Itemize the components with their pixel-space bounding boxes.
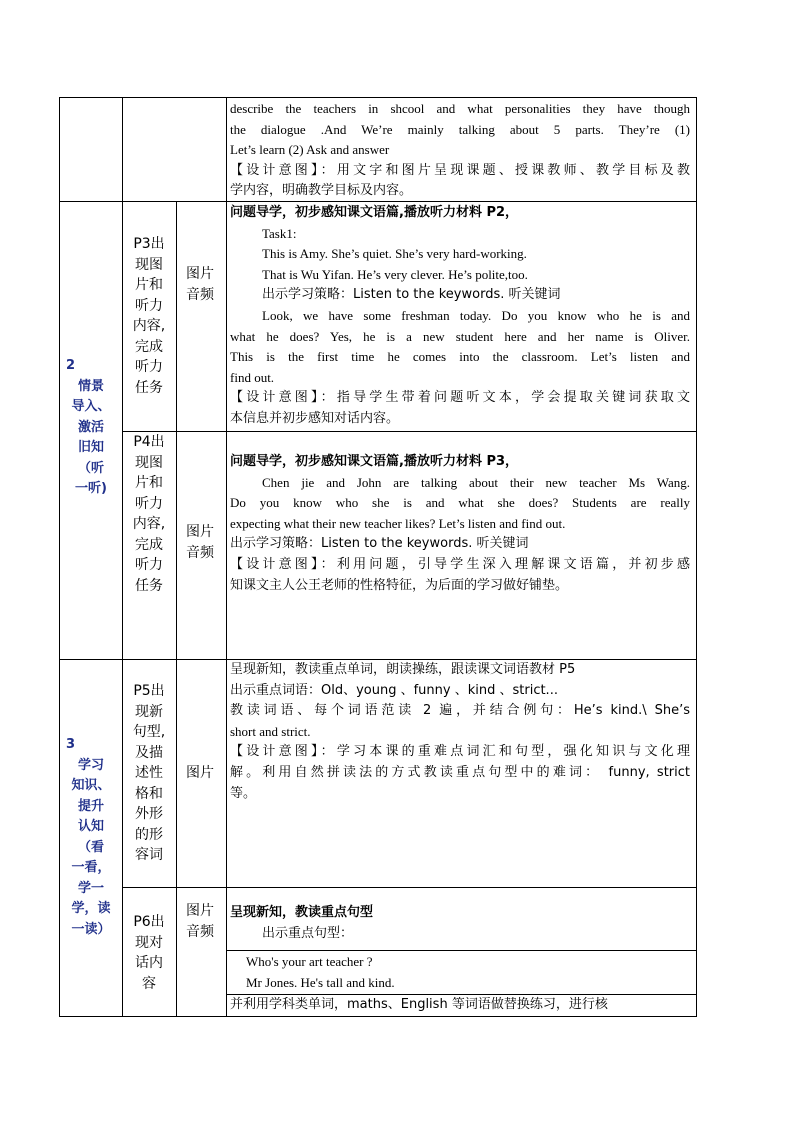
p3-content: [230, 203, 690, 430]
p4-design-intent-cont: 知课文主人公王老师的性格特征，为后面的学习做好铺垫。: [230, 577, 569, 593]
p4-step-line: 完成: [135, 536, 163, 553]
stage-3-title-line: 学一: [77, 880, 104, 896]
p3-line: Look, we have some freshman today. Do you know who he is and: [262, 307, 690, 323]
p6-step-line: 现对: [135, 934, 163, 951]
p5-content: [230, 660, 690, 804]
stage-3-title-line: 认知: [77, 819, 104, 834]
p4-media-line: 音频: [186, 545, 214, 561]
row1-design-intent: 【设计意图】：用文字和图片呈现课题、授课教师、教学目标及教: [230, 162, 690, 178]
table-top-border: [59, 97, 697, 98]
stage-2-title-line: 导入、: [71, 399, 111, 414]
p3-step-line: 内容,: [132, 318, 166, 334]
p6-answer: Mr Jones. He's tall and kind.: [246, 974, 395, 990]
p3-line: This is Amy. She’s quiet. She’s very hard-working.: [262, 246, 527, 262]
p3-line: what he does? Yes, he is a new student here and her name is Oliver.: [230, 328, 690, 344]
row-divider-2: [122, 431, 697, 432]
row-divider-4: [122, 887, 697, 888]
p3-line: That is Wu Yifan. He’s very clever. He’s polite,too.: [262, 266, 528, 282]
col-divider-2: [176, 201, 177, 1017]
p3-line: This is the first time he comes into the classroom. Let’s listen and: [230, 349, 690, 365]
p6-question: Who's your art teacher ?: [246, 954, 373, 969]
p5-step-line: P5出: [133, 683, 165, 699]
p4-step-line: 片和: [135, 475, 163, 491]
p3-step-line: 片和: [135, 277, 163, 293]
p5-step-line: 的形: [135, 826, 163, 843]
p4-step-label: [123, 432, 175, 596]
p4-heading: 问题导学，初步感知课文语篇,播放听力材料 P3，: [230, 454, 519, 469]
p5-step-line: 外形: [135, 806, 163, 822]
stage-3-title-line: 一看，: [71, 860, 111, 875]
row1-line-1: describe the teachers in shcool and what personalities they have though: [230, 101, 690, 116]
row1-line-2: the dialogue .And We’re mainly talking about 5 parts. They’re (1): [230, 121, 690, 137]
p3-media-line: 图片: [186, 266, 214, 282]
p4-design-intent: 【设计意图】：利用问题，引导学生深入理解课文语篇，并初步感: [230, 556, 690, 572]
p6-step-line: P6出: [133, 914, 165, 930]
p5-design-intent-end: 等。: [230, 785, 257, 801]
p6-key-sentences-label: 出示重点句型：: [262, 925, 354, 941]
p6-media-line: 音频: [186, 924, 214, 940]
p4-step-line: P4出: [133, 434, 165, 450]
p3-design-intent-cont: 本信息并初步感知对话内容。: [230, 410, 400, 426]
p6-practice: [230, 995, 690, 1016]
stage-2-title-line: 一听): [75, 481, 107, 496]
p5-heading: 呈现新知，教读重点单词，朗读操练，跟读课文词语教材 P5: [230, 662, 576, 677]
stage-3-title-line: 知识、: [71, 778, 111, 793]
stage-2-title-line: 情景: [77, 378, 104, 394]
p4-content: [230, 452, 690, 596]
p4-line: Chen jie and John are talking about their new teacher Ms Wang.: [262, 474, 690, 490]
p5-step-line: 句型,: [132, 724, 166, 740]
stage-3-title-line: 一读）: [71, 921, 111, 937]
p3-media-line: 音频: [186, 287, 214, 303]
row1-line-3: Let’s learn (2) Ask and answer: [230, 142, 390, 158]
p6-step-line: 容: [142, 975, 156, 992]
stage-2-title-line: 激活: [77, 419, 104, 435]
p3-step-label: [123, 234, 175, 398]
p4-step-line: 听力: [135, 495, 163, 512]
p5-step-line: 现新: [135, 703, 163, 720]
p5-line: 教读词语、每个词语范读 2 遍，并结合例句：He’s kind.\ She’s: [230, 703, 690, 719]
stage-2-title-line: （听: [77, 460, 104, 476]
stage-3-title-line: 学习: [77, 757, 104, 773]
p6-practice-line: 并利用学科类单词，maths、English 等词语做替换练习，进行核: [230, 997, 608, 1012]
stage-2-title-line: 旧知: [77, 440, 104, 455]
p5-step-line: 格和: [135, 785, 163, 802]
p5-media-label: [178, 763, 222, 784]
stage-3-title-line: 提升: [77, 798, 104, 814]
p6-media-label: [178, 901, 222, 943]
p6-content: [230, 903, 690, 944]
p4-step-line: 现图: [135, 454, 163, 471]
p4-step-line: 听力: [135, 557, 163, 573]
stage-3-label: [60, 735, 122, 940]
p4-step-line: 内容,: [132, 516, 166, 532]
stage-2-number: 2: [66, 358, 76, 373]
p4-line: Do you know who she is and what she does? Students are really: [230, 495, 690, 511]
p3-step-line: 任务: [135, 379, 163, 396]
p3-step-line: 听力: [135, 359, 163, 375]
p5-design-intent: 【设计意图】：学习本课的重难点词汇和句型，强化知识与文化理: [230, 744, 690, 760]
table-right-border: [696, 97, 697, 1017]
p5-step-label: [123, 681, 175, 866]
p3-task-label: Task1:: [262, 225, 297, 241]
p6-heading: 呈现新知，教读重点句型: [230, 905, 374, 920]
p5-media-line: 图片: [186, 765, 214, 781]
p6-step-line: 话内: [135, 955, 163, 971]
table-bottom-border: [59, 1016, 697, 1017]
p5-key-words: 出示重点词语：Old、young 、funny 、kind 、strict...: [230, 682, 558, 698]
p6-step-label: [123, 912, 175, 994]
p6-sentence-1: [230, 952, 706, 993]
p3-step-line: 完成: [135, 338, 163, 355]
p3-step-line: P3出: [133, 236, 165, 252]
p4-step-line: 任务: [135, 577, 163, 594]
p6-media-line: 图片: [186, 903, 214, 919]
p5-step-line: 容词: [135, 847, 163, 863]
p5-line: short and strict.: [230, 723, 311, 739]
p3-heading: 问题导学，初步感知课文语篇,播放听力材料 P2，: [230, 205, 519, 220]
p3-design-intent: 【设计意图】：指导学生带着问题听文本，学会提取关键词获取文: [230, 390, 690, 406]
stage-3-title-line: （看: [77, 839, 104, 855]
p5-design-intent-cont: 解。利用自然拼读法的方式教读重点句型中的难词： funny, strict: [230, 764, 690, 780]
p5-step-line: 及描: [135, 744, 163, 761]
p5-step-line: 述性: [135, 765, 163, 781]
p4-line: expecting what their new teacher likes? Let’s listen and find out.: [230, 515, 566, 531]
p3-step-line: 现图: [135, 256, 163, 273]
row-divider-5: [226, 950, 697, 951]
row1-design-intent-cont: 学内容，明确教学目标及内容。: [230, 183, 413, 199]
stage-3-title-line: 学，读: [71, 901, 111, 916]
col-divider-3: [226, 97, 227, 1017]
p4-media-label: [178, 522, 222, 564]
p3-media-label: [178, 264, 222, 306]
stage-3-number: 3: [66, 737, 76, 752]
p3-step-line: 听力: [135, 297, 163, 314]
p4-strategy: 出示学习策略：Listen to the keywords. 听关键词: [230, 536, 529, 552]
row1-content: [230, 99, 690, 202]
p3-line: find out.: [230, 369, 275, 385]
stage-2-label: [60, 356, 122, 500]
p4-media-line: 图片: [186, 524, 214, 540]
p3-strategy: 出示学习策略：Listen to the keywords. 听关键词: [262, 287, 561, 303]
